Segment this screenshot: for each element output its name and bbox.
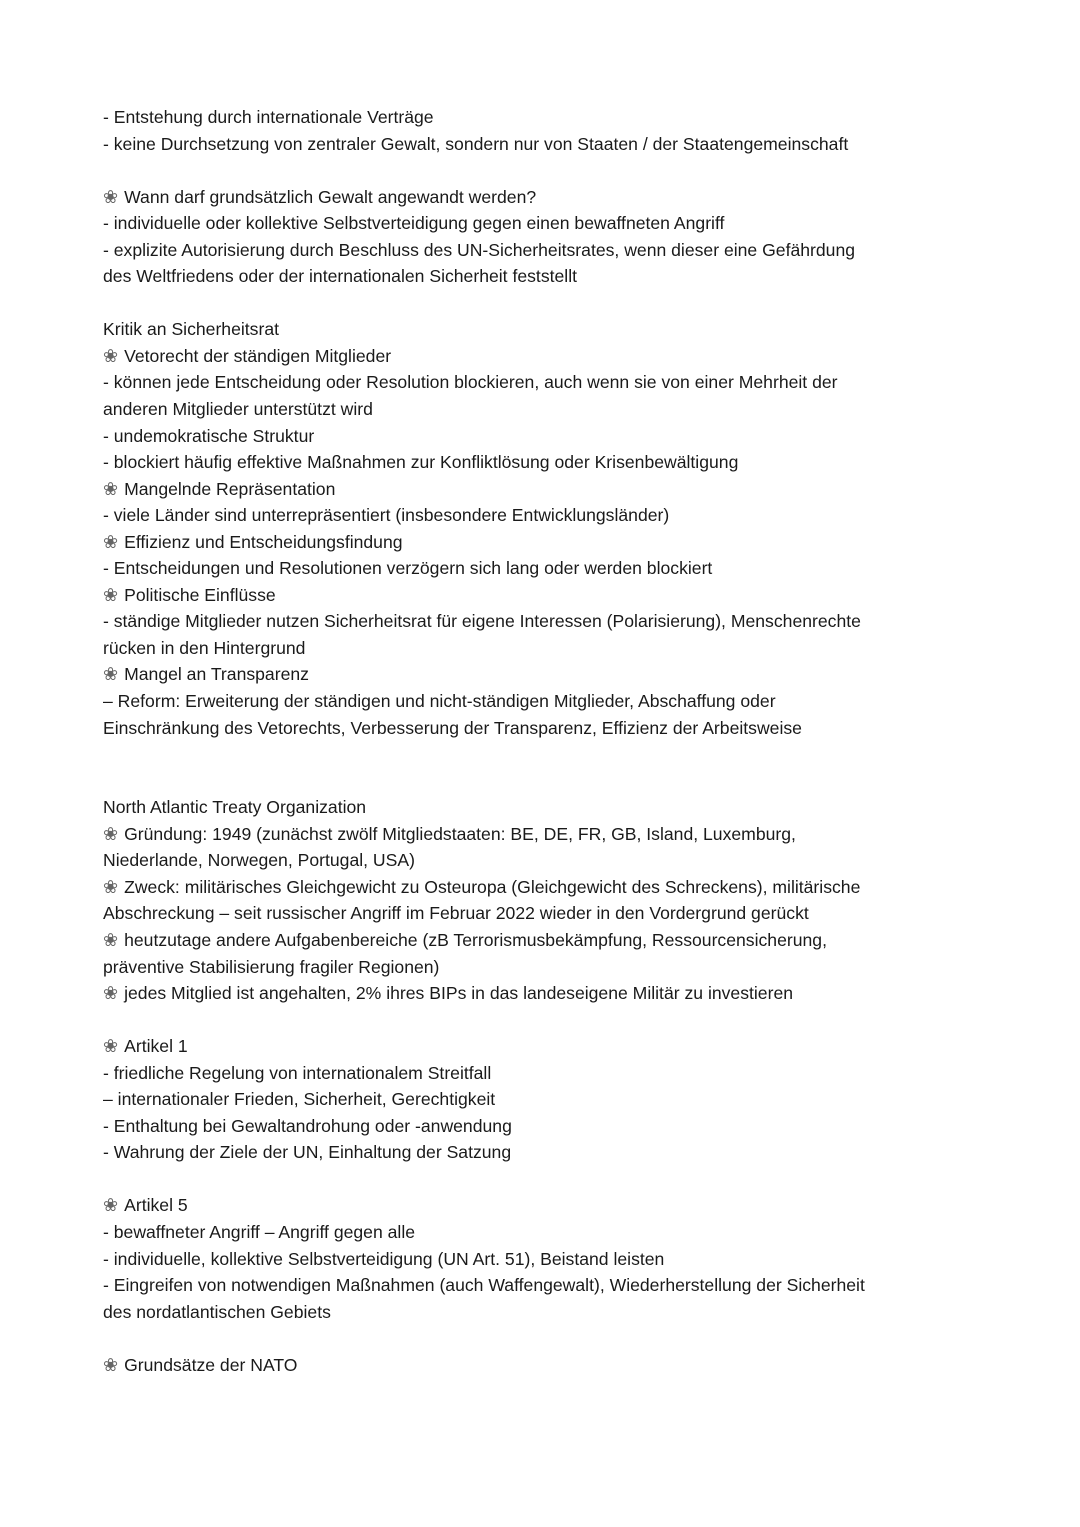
text-line bbox=[103, 184, 1003, 211]
line-text: – internationaler Frieden, Sicherheit, Gerechtigkeit bbox=[103, 1089, 496, 1110]
flower-bullet-icon: ❀ bbox=[103, 478, 119, 500]
line-text: Artikel 1 bbox=[124, 1036, 188, 1057]
flower-bullet-icon: ❀ bbox=[103, 186, 119, 208]
line-text: des nordatlantischen Gebiets bbox=[103, 1301, 331, 1322]
line-text: des Weltfriedens oder der internationalen Sicherheit feststellt bbox=[103, 266, 577, 287]
blank-line bbox=[103, 1007, 1003, 1034]
line-text: - friedliche Regelung von internationalem Streitfall bbox=[103, 1062, 492, 1083]
text-line bbox=[103, 954, 1003, 981]
line-text: Zweck: militärisches Gleichgewicht zu Osteuropa (Gleichgewicht des Schreckens), militärische bbox=[124, 876, 861, 897]
text-line bbox=[103, 1219, 1003, 1246]
line-text: Gründung: 1949 (zunächst zwölf Mitgliedstaaten: BE, DE, FR, GB, Island, Luxemburg, bbox=[124, 823, 796, 844]
line-text: - ständige Mitglieder nutzen Sicherheitsrat für eigene Interessen (Polarisierung), Menschenrechte bbox=[103, 611, 861, 632]
line-text: - individuelle oder kollektive Selbstverteidigung gegen einen bewaffneten Angriff bbox=[103, 213, 725, 234]
line-text: Kritik an Sicherheitsrat bbox=[103, 319, 280, 340]
line-text: rücken in den Hintergrund bbox=[103, 637, 306, 658]
flower-bullet-icon: ❀ bbox=[103, 929, 119, 951]
text-line bbox=[103, 237, 1003, 264]
line-text: Effizienz und Entscheidungsfindung bbox=[124, 531, 403, 552]
text-line bbox=[103, 449, 1003, 476]
text-line bbox=[103, 1299, 1003, 1326]
text-line bbox=[103, 396, 1003, 423]
line-text: Politische Einflüsse bbox=[124, 584, 276, 605]
text-line bbox=[103, 927, 1003, 954]
text-line bbox=[103, 263, 1003, 290]
line-text: - keine Durchsetzung von zentraler Gewalt, sondern nur von Staaten / der Staatengemeinschaft bbox=[103, 133, 849, 154]
text-line bbox=[103, 1139, 1003, 1166]
text-line bbox=[103, 635, 1003, 662]
text-line bbox=[103, 608, 1003, 635]
flower-bullet-icon: ❀ bbox=[103, 983, 119, 1005]
text-line bbox=[103, 529, 1003, 556]
line-text: - explizite Autorisierung durch Beschluss des UN-Sicherheitsrates, wenn dieser eine Gefährdung bbox=[103, 239, 856, 260]
line-text: jedes Mitglied ist angehalten, 2% ihres BIPs in das landeseigene Militär zu investieren bbox=[124, 983, 794, 1004]
line-text: – Reform: Erweiterung der ständigen und nicht-ständigen Mitglieder, Abschaffung oder bbox=[103, 691, 776, 712]
text-line bbox=[103, 821, 1003, 848]
flower-bullet-icon: ❀ bbox=[103, 584, 119, 606]
line-text: - viele Länder sind unterrepräsentiert (insbesondere Entwicklungsländer) bbox=[103, 505, 670, 526]
text-line bbox=[103, 104, 1003, 131]
text-line bbox=[103, 1113, 1003, 1140]
line-text: Mangel an Transparenz bbox=[124, 664, 309, 685]
flower-bullet-icon: ❀ bbox=[103, 345, 119, 367]
line-text: - Entstehung durch internationale Verträge bbox=[103, 107, 434, 127]
text-line bbox=[103, 582, 1003, 609]
blank-line bbox=[103, 768, 1003, 795]
flower-bullet-icon: ❀ bbox=[103, 1195, 119, 1217]
line-text: Niederlande, Norwegen, Portugal, USA) bbox=[103, 850, 415, 871]
line-text: präventive Stabilisierung fragiler Regionen) bbox=[103, 956, 440, 977]
text-line bbox=[103, 502, 1003, 529]
text-line bbox=[103, 316, 1003, 343]
line-text: - blockiert häufig effektive Maßnahmen zur Konfliktlösung oder Krisenbewältigung bbox=[103, 452, 739, 473]
line-text: Wann darf grundsätzlich Gewalt angewandt werden? bbox=[124, 186, 537, 207]
text-line bbox=[103, 980, 1003, 1007]
text-line bbox=[103, 423, 1003, 450]
text-line bbox=[103, 1192, 1003, 1219]
line-text: - undemokratische Struktur bbox=[103, 425, 315, 446]
text-line bbox=[103, 343, 1003, 370]
text-line bbox=[103, 1060, 1003, 1087]
text-line bbox=[103, 847, 1003, 874]
text-line bbox=[103, 1033, 1003, 1060]
text-line bbox=[103, 1352, 1003, 1379]
text-line bbox=[103, 715, 1003, 742]
line-text: - Eingreifen von notwendigen Maßnahmen (auch Waffengewalt), Wiederherstellung der Sicherheit bbox=[103, 1275, 865, 1296]
line-text: Grundsätze der NATO bbox=[124, 1354, 298, 1375]
line-text: Abschreckung – seit russischer Angriff im Februar 2022 wieder in den Vordergrund gerückt bbox=[103, 903, 809, 924]
blank-line bbox=[103, 157, 1003, 184]
text-line bbox=[103, 369, 1003, 396]
line-text: Artikel 5 bbox=[124, 1195, 188, 1216]
flower-bullet-icon: ❀ bbox=[103, 664, 119, 686]
text-line bbox=[103, 555, 1003, 582]
line-text: Einschränkung des Vetorechts, Verbesserung der Transparenz, Effizienz der Arbeitsweise bbox=[103, 717, 802, 738]
text-line bbox=[103, 210, 1003, 237]
flower-bullet-icon: ❀ bbox=[103, 531, 119, 553]
text-line bbox=[103, 874, 1003, 901]
line-text: Mangelnde Repräsentation bbox=[124, 478, 336, 499]
text-line bbox=[103, 794, 1003, 821]
text-line bbox=[103, 900, 1003, 927]
text-line bbox=[103, 131, 1003, 158]
text-line bbox=[103, 661, 1003, 688]
text-line bbox=[103, 1246, 1003, 1273]
flower-bullet-icon: ❀ bbox=[103, 1036, 119, 1058]
line-text: Vetorecht der ständigen Mitglieder bbox=[124, 345, 392, 366]
line-text: anderen Mitglieder unterstützt wird bbox=[103, 399, 373, 420]
blank-line bbox=[103, 1325, 1003, 1352]
blank-line bbox=[103, 1166, 1003, 1193]
line-text: - Entscheidungen und Resolutionen verzögern sich lang oder werden blockiert bbox=[103, 558, 713, 579]
line-text: North Atlantic Treaty Organization bbox=[103, 797, 367, 818]
line-text: heutzutage andere Aufgabenbereiche (zB Terrorismusbekämpfung, Ressourcensicherung, bbox=[124, 929, 827, 950]
line-text: - individuelle, kollektive Selbstverteidigung (UN Art. 51), Beistand leisten bbox=[103, 1248, 665, 1269]
blank-line bbox=[103, 741, 1003, 768]
document-body bbox=[103, 104, 1003, 1378]
line-text: - bewaffneter Angriff – Angriff gegen alle bbox=[103, 1221, 416, 1242]
text-line bbox=[103, 1272, 1003, 1299]
blank-line bbox=[103, 290, 1003, 317]
text-line bbox=[103, 476, 1003, 503]
line-text: - können jede Entscheidung oder Resolution blockieren, auch wenn sie von einer Mehrheit der bbox=[103, 372, 838, 393]
text-line bbox=[103, 688, 1003, 715]
text-line bbox=[103, 1086, 1003, 1113]
line-text: - Enthaltung bei Gewaltandrohung oder -anwendung bbox=[103, 1115, 512, 1136]
flower-bullet-icon: ❀ bbox=[103, 1354, 119, 1376]
line-text: - Wahrung der Ziele der UN, Einhaltung der Satzung bbox=[103, 1142, 512, 1163]
flower-bullet-icon: ❀ bbox=[103, 823, 119, 845]
flower-bullet-icon: ❀ bbox=[103, 876, 119, 898]
